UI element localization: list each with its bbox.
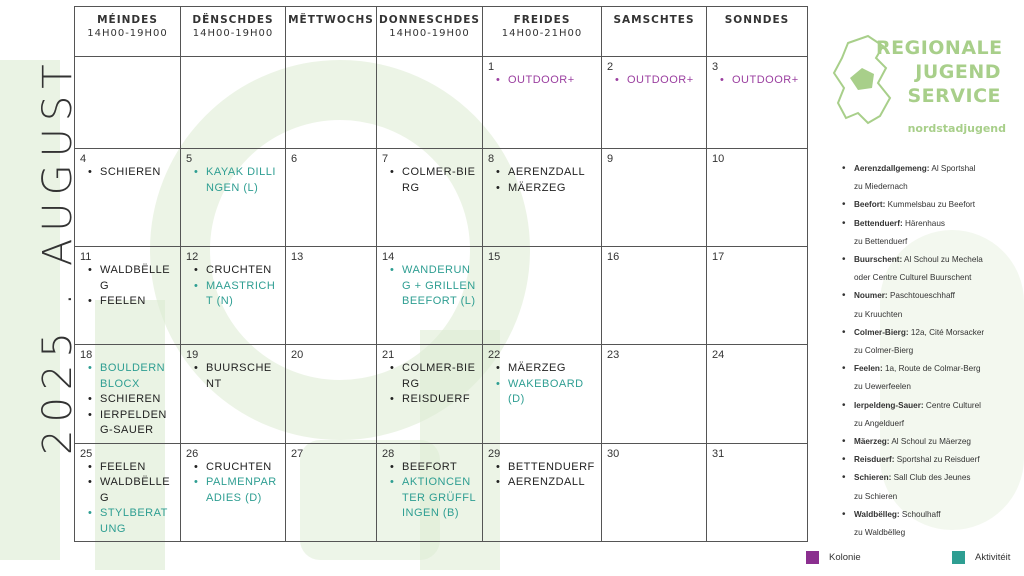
location-item xyxy=(842,506,1024,542)
day-number: 24 xyxy=(712,349,725,361)
location-event: • IERPELDENG-SAUER xyxy=(80,408,175,439)
location-item xyxy=(842,287,1024,323)
location-event: • MÄERZEG xyxy=(488,361,596,377)
location-event: • COLMER-BIERG xyxy=(382,165,477,196)
location-item xyxy=(842,433,1024,451)
location-list xyxy=(842,160,1024,542)
location-venue: Al Sportshal xyxy=(931,164,976,173)
day-cell xyxy=(181,57,286,149)
colony-event: • OUTDOOR+ xyxy=(712,73,802,89)
day-cell xyxy=(483,149,602,247)
calendar-grid xyxy=(74,6,808,542)
weekday-label: SONNDES xyxy=(724,14,790,26)
weekday-label: FREIDES xyxy=(513,14,571,26)
day-cell xyxy=(483,247,602,345)
location-venue: Schoulhaff xyxy=(901,509,941,519)
location-venue-town: zu Waldbëlleg xyxy=(854,528,906,538)
day-number: 25 xyxy=(80,447,93,460)
weekday-header xyxy=(377,7,483,57)
location-event: • MÄERZEG xyxy=(488,181,596,197)
day-number: 15 xyxy=(488,251,501,263)
location-event: • FEELEN xyxy=(80,294,175,310)
location-venue: 1a, Route de Colmar-Berg xyxy=(884,364,981,374)
location-item xyxy=(842,196,1024,214)
location-venue: 12a, Cité Morsacker xyxy=(910,327,985,337)
logo-subtitle: nordstadjugend xyxy=(907,122,1006,135)
opening-hours: 14H00-19H00 xyxy=(87,28,168,39)
location-name: Buurschent: xyxy=(854,255,903,265)
activity-event: • AKTIONCENTER GRÜFFLINGEN (B) xyxy=(382,475,477,522)
location-venue: Kummelsbau zu Beefort xyxy=(887,200,976,210)
location-venue: Sportshal zu Reisduerf xyxy=(896,455,980,465)
legend-activity-swatch xyxy=(952,551,965,564)
location-name: Mäerzeg: xyxy=(854,437,890,447)
location-item xyxy=(842,324,1024,360)
colony-event: • OUTDOOR+ xyxy=(488,73,596,89)
day-number: 20 xyxy=(291,349,304,361)
day-cell xyxy=(483,443,602,542)
location-name: Beefort: xyxy=(854,200,886,210)
day-cell xyxy=(377,345,483,444)
day-number: 9 xyxy=(607,153,614,165)
location-event: • WALDBËLLEG xyxy=(80,475,175,506)
day-number: 8 xyxy=(488,153,495,165)
location-event: • CRUCHTEN xyxy=(186,263,280,279)
day-number: 2 xyxy=(607,61,614,73)
day-cell xyxy=(483,345,602,444)
day-cell xyxy=(75,149,181,247)
opening-hours: 14H00-19H00 xyxy=(192,28,274,39)
day-number: 13 xyxy=(291,251,304,263)
weekday-header xyxy=(286,7,377,57)
location-name: Colmer-Bierg: xyxy=(854,327,909,337)
location-venue-town: zu Colmer-Bierg xyxy=(854,346,914,356)
day-number: 29 xyxy=(488,447,501,460)
activity-event: • STYLBERATUNG xyxy=(80,506,175,537)
location-name: Ierpeldeng-Sauer: xyxy=(854,400,924,410)
day-cell xyxy=(602,149,707,247)
weekday-header-row xyxy=(75,7,808,57)
activity-event: • BOULDERN BLOCX xyxy=(80,361,175,392)
location-event: • WALDBËLLEG xyxy=(80,263,175,294)
day-number: 18 xyxy=(80,349,93,361)
day-number: 26 xyxy=(186,447,199,460)
week-row xyxy=(75,57,808,149)
day-number: 17 xyxy=(712,251,725,263)
day-number: 11 xyxy=(80,251,92,263)
month-title: 2025 . AUGUST xyxy=(35,57,81,455)
weekday-label: SAMSCHTES xyxy=(613,14,695,26)
weekday-label: MÉINDES xyxy=(97,14,158,26)
activity-event: • WAKEBOARD (D) xyxy=(488,377,596,408)
location-event: • AERENZDALL xyxy=(488,165,596,181)
location-event: • BUURSCHENT xyxy=(186,361,280,392)
day-number: 4 xyxy=(80,153,87,165)
week-row xyxy=(75,149,808,247)
location-item xyxy=(842,215,1024,251)
day-cell xyxy=(75,57,181,149)
day-cell xyxy=(707,247,808,345)
location-name: Reisduerf: xyxy=(854,455,895,465)
location-venue-town: zu Schieren xyxy=(854,491,898,501)
location-venue: Paschtoueschhaff xyxy=(889,291,955,301)
weekday-header xyxy=(602,7,707,57)
location-venue: Al Schoul zu Mäerzeg xyxy=(891,437,971,447)
legend-colony-swatch xyxy=(806,551,819,564)
day-cell xyxy=(286,149,377,247)
day-cell xyxy=(602,247,707,345)
day-cell xyxy=(181,149,286,247)
location-item xyxy=(842,397,1024,433)
activity-event: • WANDERUNG + GRILLEN BEEFORT (L) xyxy=(382,263,477,310)
day-cell xyxy=(707,345,808,444)
day-cell xyxy=(377,247,483,345)
location-event: • BETTENDUERF xyxy=(488,460,596,476)
day-cell xyxy=(377,149,483,247)
day-number: 14 xyxy=(382,251,395,263)
weekday-header xyxy=(181,7,286,57)
activity-event: • PALMENPARADIES (D) xyxy=(186,475,280,506)
day-cell xyxy=(707,149,808,247)
day-number: 22 xyxy=(488,349,501,361)
location-event: • AERENZDALL xyxy=(488,475,596,491)
location-venue: Al Schoul zu Mechela xyxy=(904,255,983,265)
day-cell xyxy=(75,247,181,345)
day-number: 10 xyxy=(712,153,725,165)
legend-colony: Kolonie xyxy=(806,551,861,564)
day-number: 30 xyxy=(607,447,620,460)
location-event: • REISDUERF xyxy=(382,392,477,408)
day-cell xyxy=(181,345,286,444)
location-venue: Härenhaus xyxy=(904,218,946,228)
day-number: 1 xyxy=(488,61,495,73)
location-item xyxy=(842,251,1024,287)
location-item xyxy=(842,360,1024,396)
weekday-label: DËNSCHDES xyxy=(192,14,274,26)
day-cell xyxy=(286,345,377,444)
day-cell xyxy=(75,443,181,542)
location-name: Aerenzdallgemeng: xyxy=(854,164,930,173)
opening-hours: 14H00-19H00 xyxy=(389,28,470,39)
day-cell xyxy=(602,345,707,444)
day-number: 23 xyxy=(607,349,620,361)
location-venue-town: zu Uewerfeelen xyxy=(854,382,911,392)
location-name: Bettenduerf: xyxy=(854,218,903,228)
location-event: • FEELEN xyxy=(80,460,175,476)
day-cell xyxy=(75,345,181,444)
weekday-header xyxy=(483,7,602,57)
day-number: 5 xyxy=(186,153,193,165)
location-item xyxy=(842,160,1024,196)
location-venue-town: zu Bettenduerf xyxy=(854,236,908,246)
day-cell xyxy=(707,443,808,542)
day-number: 27 xyxy=(291,447,304,460)
legend-activity: Aktivitéit xyxy=(952,551,1010,564)
location-event: • CRUCHTEN xyxy=(186,460,280,476)
location-venue: Sall Club des Jeunes xyxy=(893,473,971,483)
location-name: Schieren: xyxy=(854,473,892,483)
colony-event: • OUTDOOR+ xyxy=(607,73,701,89)
location-name: Noumer: xyxy=(854,291,888,301)
weekday-header xyxy=(75,7,181,57)
location-venue-town: zu Kruuchten xyxy=(854,309,903,319)
location-event: • COLMER-BIERG xyxy=(382,361,477,392)
location-name: Feelen: xyxy=(854,364,883,374)
day-cell xyxy=(181,247,286,345)
opening-hours: 14H00-21H00 xyxy=(501,28,583,39)
location-venue-town: zu Miedernach xyxy=(854,182,908,192)
location-venue-town: zu Angelduerf xyxy=(854,418,905,428)
weekday-label: DONNESCHDES xyxy=(379,14,480,26)
day-cell xyxy=(286,247,377,345)
day-cell xyxy=(483,57,602,149)
activity-event: • KAYAK DILLINGEN (L) xyxy=(186,165,280,196)
location-name: Waldbëlleg: xyxy=(854,509,900,519)
day-number: 3 xyxy=(712,61,719,73)
day-cell xyxy=(286,57,377,149)
day-cell xyxy=(181,443,286,542)
day-number: 28 xyxy=(382,447,395,460)
day-cell xyxy=(377,443,483,542)
day-number: 6 xyxy=(291,153,298,165)
day-cell xyxy=(602,443,707,542)
location-venue: Centre Culturel xyxy=(925,400,981,410)
location-item xyxy=(842,451,1024,469)
week-row xyxy=(75,443,808,542)
day-number: 7 xyxy=(382,153,389,165)
location-event: • SCHIEREN xyxy=(80,165,175,181)
activity-event: • MAASTRICHT (N) xyxy=(186,279,280,310)
day-number: 31 xyxy=(712,447,725,460)
day-number: 12 xyxy=(186,251,199,263)
day-cell xyxy=(286,443,377,542)
weekday-label: MËTTWOCHS xyxy=(288,14,374,26)
day-cell xyxy=(707,57,808,149)
day-cell xyxy=(602,57,707,149)
day-number: 16 xyxy=(607,251,620,263)
week-row xyxy=(75,247,808,345)
logo-title: REGIONALE JUGEND SERVICE xyxy=(876,37,1003,107)
day-number: 19 xyxy=(186,349,199,361)
location-event: • BEEFORT xyxy=(382,460,477,476)
week-row xyxy=(75,345,808,444)
weekday-header xyxy=(707,7,808,57)
location-item xyxy=(842,469,1024,505)
location-venue-town: oder Centre Culturel Buurschent xyxy=(854,273,972,283)
day-cell xyxy=(377,57,483,149)
day-number: 21 xyxy=(382,349,395,361)
location-event: • SCHIEREN xyxy=(80,392,175,408)
